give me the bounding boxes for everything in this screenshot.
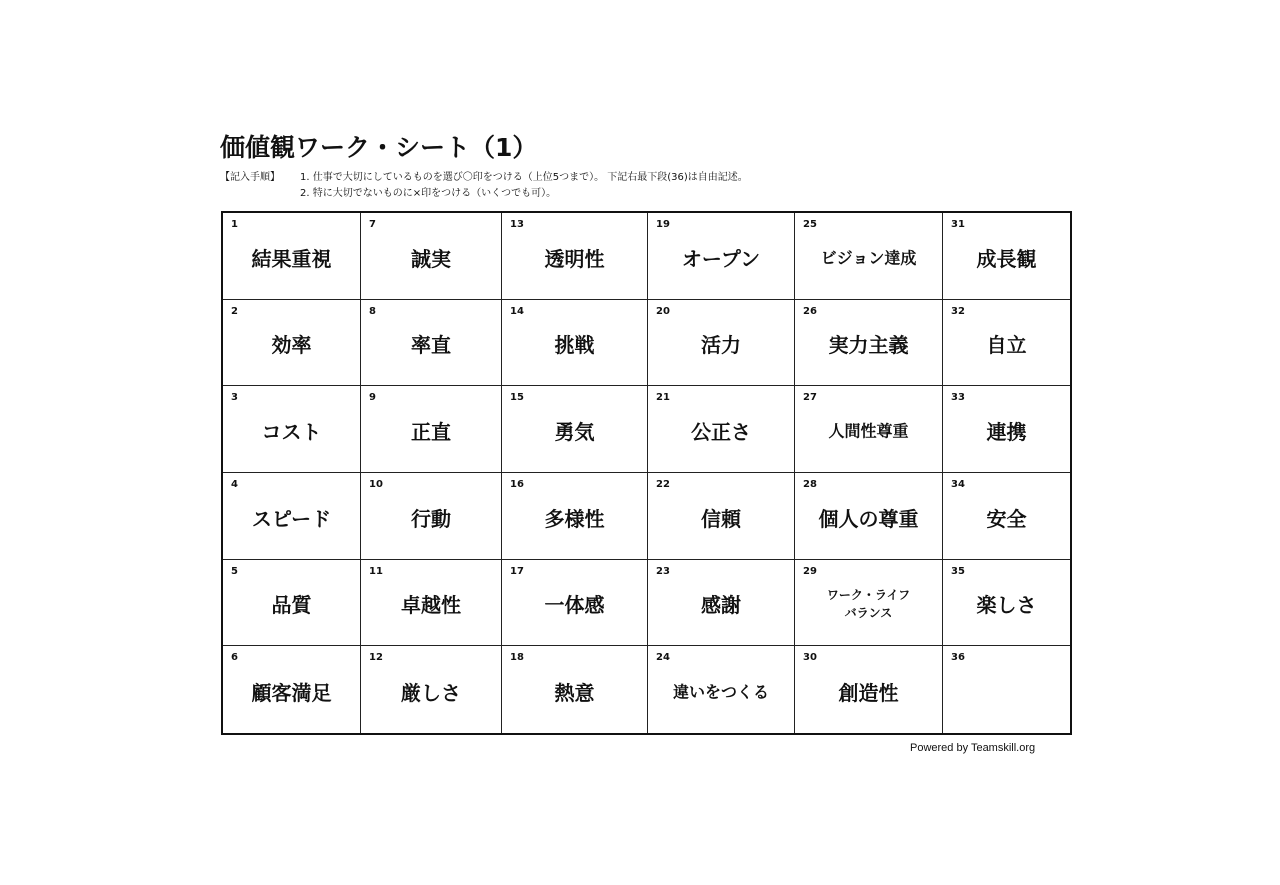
value-number: 35 [951,565,965,577]
value-cell[interactable] [223,560,361,647]
value-cell[interactable] [795,386,943,473]
value-label: 効率 [271,333,312,358]
value-cell[interactable] [648,473,795,560]
value-label: 誠実 [411,246,451,271]
value-number: 12 [369,652,383,664]
value-number: 27 [803,392,817,404]
value-number: 3 [231,392,238,404]
value-number: 25 [803,219,817,230]
value-cell[interactable] [795,560,943,647]
value-label: オープン [681,246,761,271]
value-cell[interactable] [361,300,502,387]
value-label: 正直 [411,420,451,445]
value-cell[interactable] [361,560,502,647]
value-number: 13 [510,219,524,230]
powered-by-footer: Powered by Teamskill.org [910,742,1036,754]
value-number: 9 [369,392,376,404]
value-number: 5 [231,565,238,577]
value-number: 21 [656,392,670,404]
value-number: 15 [510,392,524,404]
value-cell[interactable] [361,473,502,560]
value-label: 行動 [411,506,451,531]
value-label: コスト [261,420,322,445]
value-label [795,586,942,622]
value-label: ビジョン達成 [820,248,917,268]
value-label: 品質 [271,593,312,618]
value-cell[interactable] [502,213,648,300]
value-label: 透明性 [544,246,605,271]
value-label: 安全 [986,506,1027,531]
value-label: 個人の尊重 [818,506,919,531]
value-number: 18 [510,652,524,664]
value-cell[interactable] [648,213,795,300]
value-cell[interactable] [648,560,795,647]
value-label-line-2: バランス [844,606,893,621]
value-number: 32 [951,305,965,317]
value-number: 24 [656,652,670,664]
value-cell[interactable] [795,646,943,733]
value-number: 36 [951,652,965,664]
value-label: 人間性尊重 [828,421,909,441]
value-cell[interactable] [648,386,795,473]
value-label-line-1: ワーク・ライフ [826,588,911,603]
value-number: 11 [369,565,383,577]
value-label: 違いをつくる [672,682,769,702]
value-label: 多様性 [544,506,605,531]
instruction-step-2: 2. 特に大切でないものに×印をつける（いくつでも可）。 [300,188,557,199]
value-cell[interactable] [502,646,648,733]
value-number: 8 [369,305,376,317]
instructions-label: 【記入手順】 [220,172,280,183]
value-cell[interactable] [223,473,361,560]
value-number: 14 [510,305,524,317]
value-cell[interactable] [502,560,648,647]
value-number: 19 [656,219,670,230]
value-label: 公正さ [691,420,751,445]
value-cell[interactable] [223,213,361,300]
value-label: 勇気 [554,420,595,445]
value-label: 実力主義 [828,333,909,358]
values-grid [221,211,1072,735]
value-label: 顧客満足 [251,680,332,705]
value-cell[interactable] [223,646,361,733]
value-cell[interactable] [648,300,795,387]
page-title: 価値観ワーク・シート（1） [220,133,538,162]
value-label: 自立 [986,333,1027,358]
value-cell[interactable] [502,300,648,387]
value-cell[interactable] [795,300,943,387]
value-cell[interactable] [943,300,1070,387]
value-cell[interactable] [795,473,943,560]
value-label: 信頼 [701,506,741,531]
value-number: 4 [231,478,238,490]
value-label: 楽しさ [976,593,1037,618]
value-cell[interactable] [502,473,648,560]
value-number: 17 [510,565,524,577]
value-label: 挑戦 [554,333,595,358]
value-label: 一体感 [544,593,605,618]
value-cell[interactable] [795,213,943,300]
value-number: 30 [803,652,817,664]
value-cell[interactable] [943,386,1070,473]
value-label: 結果重視 [251,246,332,271]
value-cell[interactable] [361,646,502,733]
value-number: 1 [231,219,238,230]
value-cell[interactable] [361,386,502,473]
value-cell[interactable] [502,386,648,473]
value-number: 28 [803,478,817,490]
value-label: 成長観 [976,246,1037,271]
value-cell[interactable] [223,386,361,473]
value-cell[interactable] [943,213,1070,300]
instruction-step-1: 1. 仕事で大切にしているものを選び〇印をつける（上位5つまで）。 下記右最下段(36)は自由記述。 [300,172,748,183]
value-number: 29 [803,565,817,577]
value-number: 20 [656,305,670,317]
value-number: 6 [231,652,238,664]
value-label: 卓越性 [401,593,461,618]
value-number: 16 [510,478,524,490]
value-number: 26 [803,305,817,317]
value-label: 率直 [411,333,451,358]
free-entry-cell[interactable] [943,646,1070,733]
value-label: スピード [251,506,332,531]
value-label: 創造性 [838,680,899,705]
value-cell[interactable] [943,473,1070,560]
value-cell[interactable] [361,213,502,300]
value-number: 7 [369,219,376,230]
value-number: 2 [231,305,238,317]
value-cell[interactable] [648,646,795,733]
value-number: 10 [369,478,383,490]
value-number: 22 [656,478,670,490]
value-label: 感謝 [701,593,741,618]
value-label: 連携 [986,420,1027,445]
value-number: 31 [951,219,965,230]
value-number: 23 [656,565,670,577]
value-label: 厳しさ [401,680,461,705]
value-label: 活力 [701,333,741,358]
value-number: 33 [951,392,965,404]
value-cell[interactable] [943,560,1070,647]
value-number: 34 [951,478,965,490]
value-label: 熱意 [554,680,595,705]
value-cell[interactable] [223,300,361,387]
